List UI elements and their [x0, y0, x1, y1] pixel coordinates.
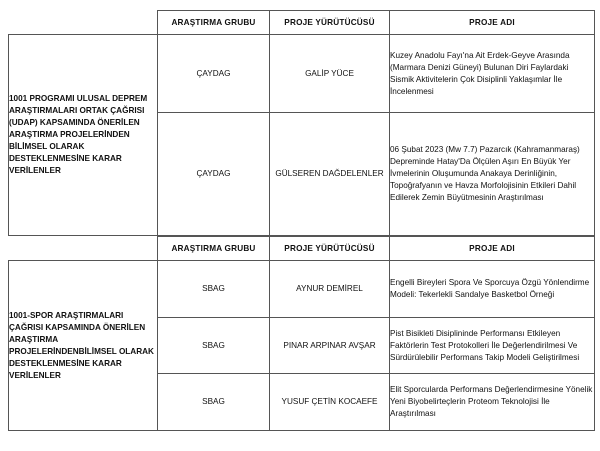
project-executive-cell: GALİP YÜCE: [270, 35, 390, 113]
research-group-cell: SBAG: [158, 261, 270, 318]
spor-table: [8, 236, 595, 431]
project-executive-cell: PINAR ARPINAR AVŞAR: [270, 318, 390, 374]
project-executive-cell: GÜLSEREN DAĞDELENLER: [270, 113, 390, 236]
project-title-cell: Engelli Bireyleri Spora Ve Sporcuya Özgü Yönlendirme Modeli: Tekerlekli Sandalye Basketbol Örneği: [390, 261, 595, 318]
project-title-cell: Kuzey Anadolu Fayı'na Ait Erdek-Geyve Arasında (Marmara Denizi Güneyi) Bulunan Diri Faylardaki Sismik Aktivitelerin Çok Disiplinli Yaklaşımlar İle İncelenmesi: [390, 35, 595, 113]
project-executive-cell: AYNUR DEMİREL: [270, 261, 390, 318]
project-executive-cell: YUSUF ÇETİN KOCAEFE: [270, 374, 390, 431]
column-header-group: ARAŞTIRMA GRUBU: [158, 11, 270, 35]
table-row: [9, 35, 595, 113]
project-title-cell: Elit Sporcularda Performans Değerlendirmesine Yönelik Yeni Biyobelirteçlerin Proteom Teknolojisi İle Araştırılması: [390, 374, 595, 431]
header-spacer: [9, 237, 158, 261]
research-group-cell: ÇAYDAG: [158, 113, 270, 236]
column-header-title: PROJE ADI: [390, 237, 595, 261]
research-group-cell: SBAG: [158, 374, 270, 431]
table-header-row: [9, 237, 595, 261]
research-group-cell: SBAG: [158, 318, 270, 374]
column-header-title: PROJE ADI: [390, 11, 595, 35]
table-row: [9, 261, 595, 318]
research-group-cell: ÇAYDAG: [158, 35, 270, 113]
table-header-row: [9, 11, 595, 35]
column-header-executive: PROJE YÜRÜTÜCÜSÜ: [270, 11, 390, 35]
header-spacer: [9, 11, 158, 35]
section-label: 1001 PROGRAMI ULUSAL DEPREM ARAŞTIRMALARI ORTAK ÇAĞRISI (UDAP) KAPSAMINDA ÖNERİLEN ARAŞTIRMA PROJELERİNDEN BİLİMSEL OLARAK DESTEKLENMESİNE KARAR VERİLENLER: [9, 35, 158, 236]
project-title-cell: Pist Bisikleti Disiplininde Performansı Etkileyen Faktörlerin Test Protokolleri İle Değerlendirilmesi Ve Sürdürülebilir Performans Takip Modeli Geliştirilmesi: [390, 318, 595, 374]
section-label: 1001-SPOR ARAŞTIRMALARI ÇAĞRISI KAPSAMINDA ÖNERİLEN ARAŞTIRMA PROJELERİNDENBİLİMSEL OLARAK DESTEKLENMESİNE KARAR VERİLENLER: [9, 261, 158, 431]
column-header-executive: PROJE YÜRÜTÜCÜSÜ: [270, 237, 390, 261]
column-header-group: ARAŞTIRMA GRUBU: [158, 237, 270, 261]
udap-table: [8, 10, 595, 236]
project-title-cell: 06 Şubat 2023 (Mw 7.7) Pazarcık (Kahramanmaraş) Depreminde Hatay'Da Ölçülen Aşırı En Büyük Yer İvmelerinin Oluşumunda Anakaya Derinliğinin, Topoğrafyanın ve Havza Morfolojisinin Etkileri Dahil Edilerek Zemin Büyütmesinin Araştırılması: [390, 113, 595, 236]
